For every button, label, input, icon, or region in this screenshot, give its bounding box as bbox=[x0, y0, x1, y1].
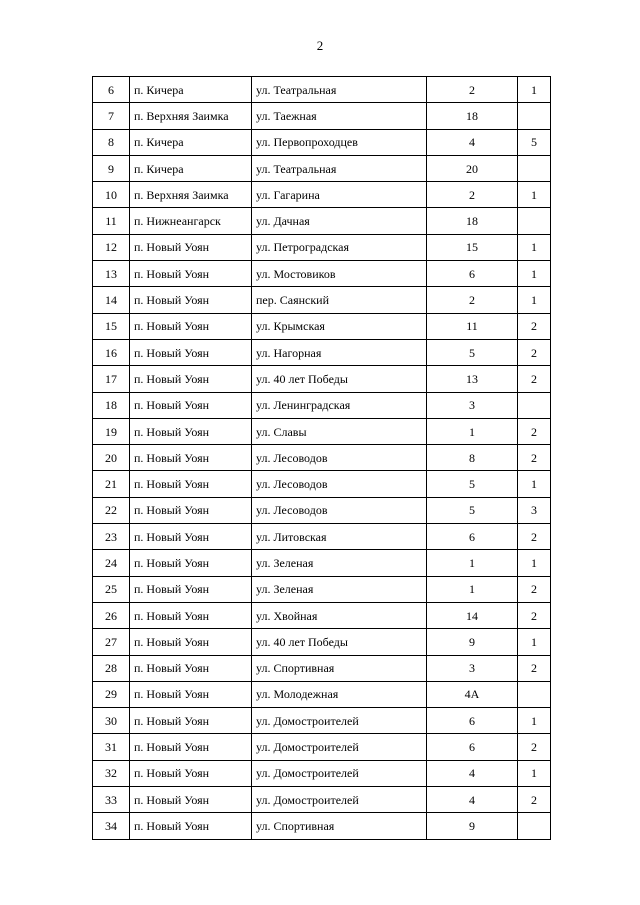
street-cell: ул. Лесоводов bbox=[252, 471, 427, 497]
apartment-number-cell: 1 bbox=[518, 629, 551, 655]
row-number: 32 bbox=[93, 760, 130, 786]
apartment-number-cell: 1 bbox=[518, 760, 551, 786]
settlement-cell: п. Новый Уоян bbox=[130, 418, 252, 444]
street-cell: ул. Литовская bbox=[252, 524, 427, 550]
row-number: 23 bbox=[93, 524, 130, 550]
row-number: 18 bbox=[93, 392, 130, 418]
row-number: 29 bbox=[93, 681, 130, 707]
street-cell: ул. Ленинградская bbox=[252, 392, 427, 418]
settlement-cell: п. Кичера bbox=[130, 155, 252, 181]
settlement-cell: п. Новый Уоян bbox=[130, 787, 252, 813]
table-row bbox=[93, 392, 551, 418]
apartment-number-cell: 2 bbox=[518, 655, 551, 681]
settlement-cell: п. Новый Уоян bbox=[130, 655, 252, 681]
table-row bbox=[93, 103, 551, 129]
house-number-cell: 2 bbox=[427, 77, 518, 103]
table-row bbox=[93, 787, 551, 813]
row-number: 30 bbox=[93, 708, 130, 734]
street-cell: ул. Спортивная bbox=[252, 655, 427, 681]
table-row bbox=[93, 261, 551, 287]
row-number: 14 bbox=[93, 287, 130, 313]
apartment-number-cell: 5 bbox=[518, 129, 551, 155]
apartment-number-cell bbox=[518, 681, 551, 707]
house-number-cell: 8 bbox=[427, 445, 518, 471]
settlement-cell: п. Новый Уоян bbox=[130, 760, 252, 786]
house-number-cell: 5 bbox=[427, 339, 518, 365]
house-number-cell: 6 bbox=[427, 734, 518, 760]
row-number: 9 bbox=[93, 155, 130, 181]
apartment-number-cell: 1 bbox=[518, 77, 551, 103]
apartment-number-cell bbox=[518, 208, 551, 234]
row-number: 31 bbox=[93, 734, 130, 760]
settlement-cell: п. Новый Уоян bbox=[130, 366, 252, 392]
row-number: 15 bbox=[93, 313, 130, 339]
row-number: 10 bbox=[93, 182, 130, 208]
settlement-cell: п. Новый Уоян bbox=[130, 471, 252, 497]
apartment-number-cell: 2 bbox=[518, 602, 551, 628]
house-number-cell: 2 bbox=[427, 287, 518, 313]
settlement-cell: п. Верхняя Заимка bbox=[130, 182, 252, 208]
street-cell: ул. Домостроителей bbox=[252, 734, 427, 760]
street-cell: ул. Лесоводов bbox=[252, 445, 427, 471]
table-row bbox=[93, 418, 551, 444]
row-number: 6 bbox=[93, 77, 130, 103]
apartment-number-cell: 2 bbox=[518, 313, 551, 339]
house-number-cell: 4 bbox=[427, 787, 518, 813]
row-number: 26 bbox=[93, 602, 130, 628]
house-number-cell: 4А bbox=[427, 681, 518, 707]
street-cell: ул. Спортивная bbox=[252, 813, 427, 839]
address-table bbox=[92, 76, 551, 840]
house-number-cell: 9 bbox=[427, 629, 518, 655]
apartment-number-cell: 3 bbox=[518, 497, 551, 523]
row-number: 21 bbox=[93, 471, 130, 497]
table-row bbox=[93, 471, 551, 497]
street-cell: ул. Хвойная bbox=[252, 602, 427, 628]
row-number: 20 bbox=[93, 445, 130, 471]
apartment-number-cell: 1 bbox=[518, 182, 551, 208]
table-row bbox=[93, 681, 551, 707]
house-number-cell: 1 bbox=[427, 550, 518, 576]
house-number-cell: 18 bbox=[427, 103, 518, 129]
house-number-cell: 20 bbox=[427, 155, 518, 181]
table-row bbox=[93, 602, 551, 628]
row-number: 13 bbox=[93, 261, 130, 287]
settlement-cell: п. Кичера bbox=[130, 129, 252, 155]
house-number-cell: 5 bbox=[427, 497, 518, 523]
table-row bbox=[93, 287, 551, 313]
street-cell: ул. Славы bbox=[252, 418, 427, 444]
settlement-cell: п. Кичера bbox=[130, 77, 252, 103]
house-number-cell: 4 bbox=[427, 129, 518, 155]
street-cell: ул. 40 лет Победы bbox=[252, 366, 427, 392]
settlement-cell: п. Новый Уоян bbox=[130, 445, 252, 471]
apartment-number-cell: 1 bbox=[518, 234, 551, 260]
row-number: 34 bbox=[93, 813, 130, 839]
settlement-cell: п. Новый Уоян bbox=[130, 524, 252, 550]
street-cell: ул. Домостроителей bbox=[252, 787, 427, 813]
house-number-cell: 3 bbox=[427, 655, 518, 681]
table-row bbox=[93, 208, 551, 234]
street-cell: ул. 40 лет Победы bbox=[252, 629, 427, 655]
table-row bbox=[93, 524, 551, 550]
apartment-number-cell bbox=[518, 392, 551, 418]
house-number-cell: 1 bbox=[427, 576, 518, 602]
apartment-number-cell: 2 bbox=[518, 445, 551, 471]
street-cell: ул. Нагорная bbox=[252, 339, 427, 365]
house-number-cell: 15 bbox=[427, 234, 518, 260]
settlement-cell: п. Новый Уоян bbox=[130, 550, 252, 576]
apartment-number-cell: 1 bbox=[518, 550, 551, 576]
street-cell: ул. Дачная bbox=[252, 208, 427, 234]
settlement-cell: п. Новый Уоян bbox=[130, 313, 252, 339]
row-number: 17 bbox=[93, 366, 130, 392]
settlement-cell: п. Новый Уоян bbox=[130, 629, 252, 655]
row-number: 28 bbox=[93, 655, 130, 681]
house-number-cell: 3 bbox=[427, 392, 518, 418]
table-row bbox=[93, 813, 551, 839]
apartment-number-cell: 2 bbox=[518, 524, 551, 550]
house-number-cell: 5 bbox=[427, 471, 518, 497]
apartment-number-cell bbox=[518, 103, 551, 129]
row-number: 12 bbox=[93, 234, 130, 260]
table-row bbox=[93, 129, 551, 155]
table-row bbox=[93, 629, 551, 655]
house-number-cell: 1 bbox=[427, 418, 518, 444]
row-number: 19 bbox=[93, 418, 130, 444]
table-row bbox=[93, 234, 551, 260]
settlement-cell: п. Новый Уоян bbox=[130, 734, 252, 760]
settlement-cell: п. Новый Уоян bbox=[130, 287, 252, 313]
apartment-number-cell: 2 bbox=[518, 418, 551, 444]
apartment-number-cell: 1 bbox=[518, 287, 551, 313]
settlement-cell: п. Новый Уоян bbox=[130, 261, 252, 287]
street-cell: ул. Петроградская bbox=[252, 234, 427, 260]
row-number: 16 bbox=[93, 339, 130, 365]
table-row bbox=[93, 182, 551, 208]
row-number: 24 bbox=[93, 550, 130, 576]
apartment-number-cell: 2 bbox=[518, 787, 551, 813]
apartment-number-cell: 1 bbox=[518, 471, 551, 497]
table-row bbox=[93, 760, 551, 786]
settlement-cell: п. Новый Уоян bbox=[130, 681, 252, 707]
address-table-body bbox=[93, 77, 551, 840]
apartment-number-cell: 1 bbox=[518, 261, 551, 287]
house-number-cell: 18 bbox=[427, 208, 518, 234]
settlement-cell: п. Новый Уоян bbox=[130, 813, 252, 839]
settlement-cell: п. Нижнеангарск bbox=[130, 208, 252, 234]
street-cell: пер. Саянский bbox=[252, 287, 427, 313]
table-row bbox=[93, 497, 551, 523]
table-row bbox=[93, 708, 551, 734]
house-number-cell: 6 bbox=[427, 708, 518, 734]
row-number: 22 bbox=[93, 497, 130, 523]
table-row bbox=[93, 155, 551, 181]
settlement-cell: п. Новый Уоян bbox=[130, 708, 252, 734]
street-cell: ул. Мостовиков bbox=[252, 261, 427, 287]
house-number-cell: 6 bbox=[427, 524, 518, 550]
settlement-cell: п. Новый Уоян bbox=[130, 497, 252, 523]
table-row bbox=[93, 77, 551, 103]
house-number-cell: 2 bbox=[427, 182, 518, 208]
settlement-cell: п. Новый Уоян bbox=[130, 339, 252, 365]
table-row bbox=[93, 313, 551, 339]
apartment-number-cell: 2 bbox=[518, 366, 551, 392]
street-cell: ул. Лесоводов bbox=[252, 497, 427, 523]
street-cell: ул. Театральная bbox=[252, 77, 427, 103]
apartment-number-cell bbox=[518, 813, 551, 839]
street-cell: ул. Гагарина bbox=[252, 182, 427, 208]
street-cell: ул. Таежная bbox=[252, 103, 427, 129]
street-cell: ул. Зеленая bbox=[252, 550, 427, 576]
street-cell: ул. Зеленая bbox=[252, 576, 427, 602]
table-row bbox=[93, 366, 551, 392]
house-number-cell: 9 bbox=[427, 813, 518, 839]
house-number-cell: 14 bbox=[427, 602, 518, 628]
row-number: 7 bbox=[93, 103, 130, 129]
apartment-number-cell bbox=[518, 155, 551, 181]
house-number-cell: 13 bbox=[427, 366, 518, 392]
apartment-number-cell: 2 bbox=[518, 734, 551, 760]
house-number-cell: 4 bbox=[427, 760, 518, 786]
street-cell: ул. Молодежная bbox=[252, 681, 427, 707]
street-cell: ул. Первопроходцев bbox=[252, 129, 427, 155]
table-row bbox=[93, 576, 551, 602]
street-cell: ул. Домостроителей bbox=[252, 760, 427, 786]
table-row bbox=[93, 445, 551, 471]
settlement-cell: п. Новый Уоян bbox=[130, 602, 252, 628]
row-number: 33 bbox=[93, 787, 130, 813]
row-number: 11 bbox=[93, 208, 130, 234]
page-number: 2 bbox=[316, 38, 324, 53]
table-row bbox=[93, 339, 551, 365]
settlement-cell: п. Новый Уоян bbox=[130, 392, 252, 418]
table-row bbox=[93, 734, 551, 760]
row-number: 8 bbox=[93, 129, 130, 155]
settlement-cell: п. Верхняя Заимка bbox=[130, 103, 252, 129]
house-number-cell: 11 bbox=[427, 313, 518, 339]
street-cell: ул. Домостроителей bbox=[252, 708, 427, 734]
apartment-number-cell: 1 bbox=[518, 708, 551, 734]
table-row bbox=[93, 655, 551, 681]
table-row bbox=[93, 550, 551, 576]
settlement-cell: п. Новый Уоян bbox=[130, 234, 252, 260]
house-number-cell: 6 bbox=[427, 261, 518, 287]
settlement-cell: п. Новый Уоян bbox=[130, 576, 252, 602]
row-number: 25 bbox=[93, 576, 130, 602]
row-number: 27 bbox=[93, 629, 130, 655]
apartment-number-cell: 2 bbox=[518, 339, 551, 365]
street-cell: ул. Крымская bbox=[252, 313, 427, 339]
street-cell: ул. Театральная bbox=[252, 155, 427, 181]
apartment-number-cell: 2 bbox=[518, 576, 551, 602]
